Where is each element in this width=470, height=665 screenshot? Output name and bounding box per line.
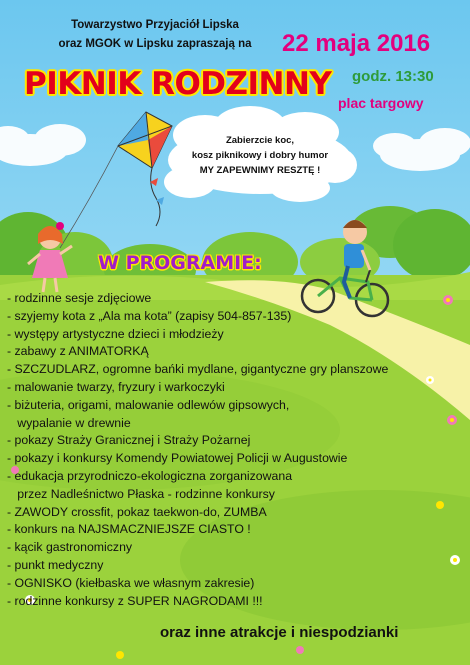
- program-item: - zabawy z ANIMATORKĄ: [7, 344, 149, 359]
- program-list: [7, 290, 388, 610]
- program-item: - rodzinne sesje zdjęciowe: [7, 291, 152, 305]
- program-item: - szyjemy kota z „Ala ma kota” (zapisy 504-857-135): [7, 308, 292, 323]
- program-item: - występy artystyczne dzieci i młodzieży: [7, 326, 224, 341]
- program-item: - OGNISKO (kiełbaska we własnym zakresie): [7, 575, 255, 590]
- event-time: godz. 13:30: [352, 68, 434, 85]
- cloud-line-3: MY ZAPEWNIMY RESZTĘ !: [199, 165, 321, 176]
- program-item: - ZAWODY crossfit, pokaz taekwon-do, ZUMBA: [7, 504, 267, 519]
- organizer-text: [35, 16, 275, 54]
- program-item: przez Nadleśnictwo Płaska - rodzinne konkursy: [7, 486, 275, 501]
- cloud-message: [180, 133, 340, 178]
- program-heading: W PROGRAMIE:: [98, 252, 262, 274]
- cloud-line-2: kosz piknikowy i dobry humor: [191, 150, 329, 161]
- organizer-line-1: Towarzystwo Przyjaciół Lipska: [71, 19, 239, 31]
- event-date: 22 maja 2016: [282, 30, 431, 57]
- program-item: - biżuteria, origami, malowanie odlewów gipsowych,: [7, 397, 290, 412]
- program-item: - pokazy i konkursy Komendy Powiatowej Policji w Augustowie: [7, 451, 348, 466]
- cloud-line-1: Zabierzcie koc,: [225, 135, 295, 146]
- program-item: wypalanie w drewnie: [7, 415, 131, 430]
- program-item: - konkurs na NAJSMACZNIEJSZE CIASTO !: [7, 522, 251, 537]
- program-item: - rodzinne konkursy z SUPER NAGRODAMI !!!: [7, 593, 263, 608]
- program-item: - punkt medyczny: [7, 557, 104, 572]
- program-item: - edukacja przyrodniczo-ekologiczna zorganizowana: [7, 468, 293, 483]
- program-item: - pokazy Straży Granicznej i Straży Pożarnej: [7, 433, 251, 448]
- program-item: - SZCZUDLARZ, ogromne bańki mydlane, gigantyczne gry planszowe: [7, 362, 389, 377]
- program-item: - malowanie twarzy, fryzury i warkoczyki: [7, 379, 225, 394]
- closing-text: oraz inne atrakcje i niespodzianki: [160, 624, 399, 641]
- event-place: plac targowy: [338, 95, 424, 111]
- organizer-line-2: oraz MGOK w Lipsku zapraszają na: [58, 38, 252, 50]
- event-title: PIKNIK RODZINNY: [24, 66, 332, 102]
- program-item: - kącik gastronomiczny: [7, 540, 133, 555]
